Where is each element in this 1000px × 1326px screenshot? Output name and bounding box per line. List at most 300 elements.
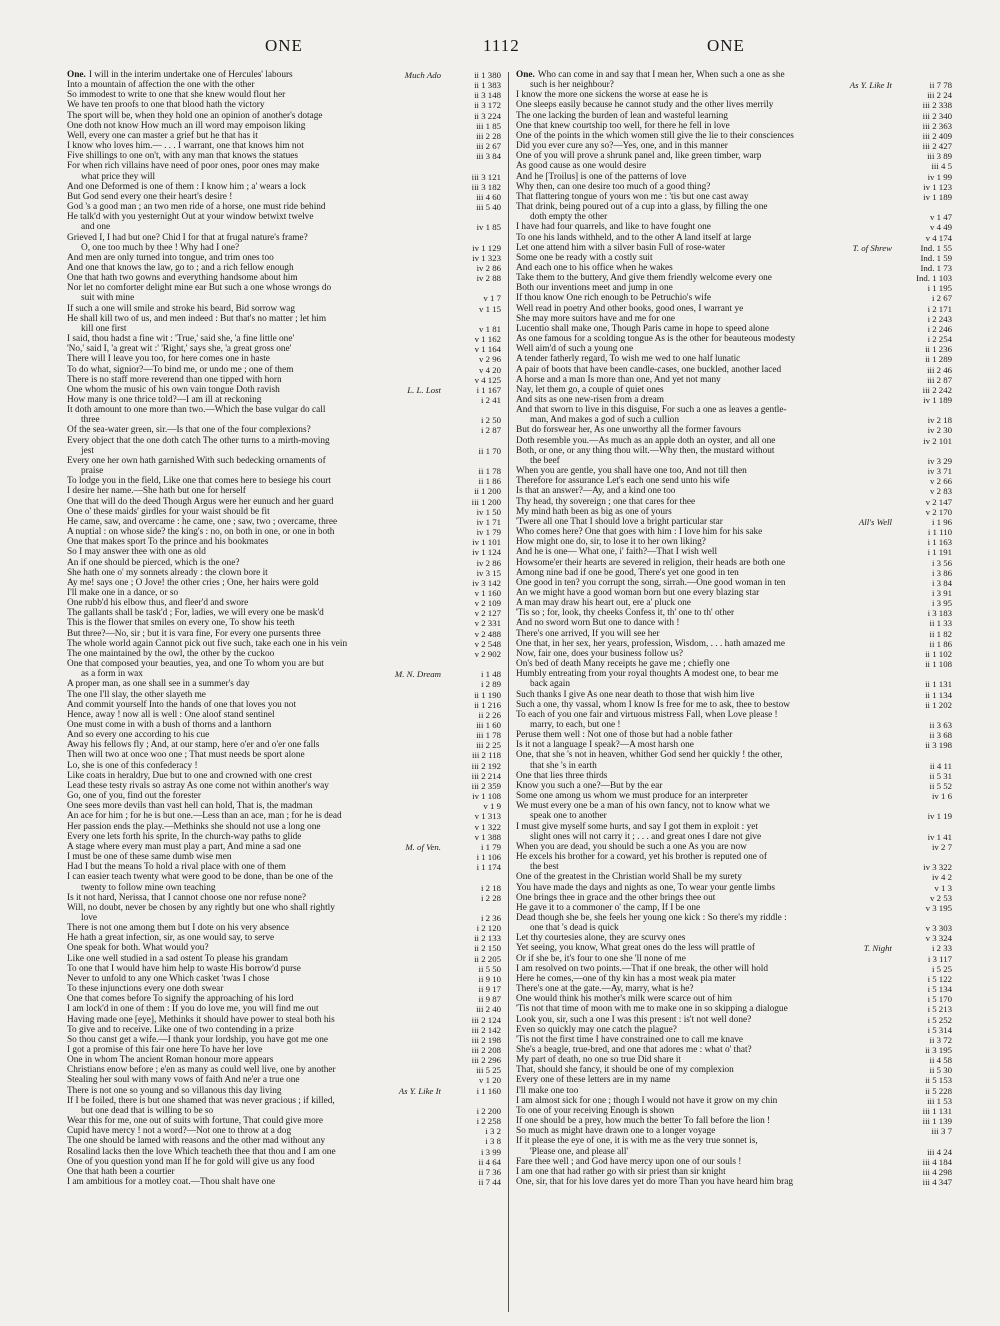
quotation-text: One must come in with a bush of thorns and a lanthorn [67, 720, 272, 730]
reference-numbers: iii 4 60 [476, 191, 501, 202]
reference-numbers: ii 3 72 [929, 1034, 952, 1045]
act-scene-line-reference [443, 354, 501, 364]
concordance-line [516, 192, 952, 202]
reference-numbers: ii 3 224 [474, 110, 501, 121]
concordance-line [67, 984, 501, 994]
reference-numbers: i 2 246 [927, 323, 952, 334]
reference-numbers: i 2 18 [480, 882, 501, 893]
concordance-line [67, 862, 501, 872]
act-scene-line-reference [894, 1096, 952, 1106]
quotation-text: Stealing her soul with many vows of faith And ne'er a true one [67, 1075, 300, 1086]
concordance-line [67, 121, 501, 131]
act-scene-line-reference [894, 964, 952, 974]
act-scene-line-reference [894, 730, 952, 740]
act-scene-line-reference [894, 720, 952, 730]
act-scene-line-reference [443, 446, 501, 456]
concordance-line [67, 425, 501, 435]
concordance-line [516, 314, 952, 324]
reference-numbers: iii 1 53 [927, 1095, 952, 1106]
act-scene-line-reference [443, 781, 501, 791]
act-scene-line-reference [443, 304, 501, 314]
concordance-line [516, 446, 952, 456]
reference-numbers: i 5 252 [927, 1014, 952, 1025]
reference-numbers: i 2 89 [480, 679, 501, 690]
quotation-text: Why then, can one desire too much of a good thing? [516, 181, 711, 192]
quotation-text: Every one her own hath garnished With such bedecking ornaments of [67, 455, 326, 466]
concordance-line [516, 212, 952, 222]
quotation-text: One that, in her sex, her years, profession, Wisdom, . . . hath amazed me [516, 638, 785, 649]
concordance-line [67, 1055, 501, 1065]
act-scene-line-reference [443, 80, 501, 90]
quotation-text: Dead though she be, she feels her young one kick : So there's my riddle : [516, 912, 787, 923]
play-title: As Y. Like It [398, 1085, 441, 1096]
quotation-text: The one lacking the burden of lean and wasteful learning [516, 110, 728, 121]
act-scene-line-reference [894, 263, 952, 273]
quotation-text: Go, one of you, find out the forester [67, 791, 201, 802]
reference-numbers: iv 1 108 [472, 791, 501, 802]
concordance-line [516, 121, 952, 131]
quotation-text: Fare thee well ; and God have mercy upon one of our souls ! [516, 1156, 742, 1167]
act-scene-line-reference [894, 547, 952, 557]
concordance-line [516, 263, 952, 273]
act-scene-line-reference [443, 923, 501, 933]
reference-numbers: v 1 388 [474, 831, 501, 842]
reference-numbers: i 1 48 [480, 669, 501, 680]
concordance-line [516, 141, 952, 151]
act-scene-line-reference [443, 324, 501, 334]
concordance-line [67, 832, 501, 842]
reference-numbers: i 1 191 [927, 547, 952, 558]
concordance-line [67, 923, 501, 933]
quotation-text: An ace for him ; for he is but one.—Less than an ace, man ; for he is dead [67, 811, 342, 822]
reference-numbers: i 2 33 [931, 943, 952, 954]
concordance-line [67, 649, 501, 659]
concordance-line [516, 1065, 952, 1075]
reference-numbers: i 2 36 [480, 912, 501, 923]
act-scene-line-reference [443, 111, 501, 121]
act-scene-line-reference [443, 893, 501, 903]
act-scene-line-reference [894, 314, 952, 324]
act-scene-line-reference [443, 273, 501, 283]
reference-numbers: i 1 79 [480, 841, 501, 852]
reference-numbers: ii 4 11 [929, 760, 952, 771]
reference-numbers: iv 1 50 [476, 506, 501, 517]
concordance-line [67, 212, 501, 222]
concordance-line [516, 1045, 952, 1055]
quotation-text: He came, saw, and overcame : he came, one ; saw, two ; overcame, three [67, 516, 338, 527]
quotation-text: Wear this for me, one out of suits with fortune, That could give more [67, 1116, 323, 1127]
play-title: T. Night [863, 943, 892, 954]
act-scene-line-reference [894, 974, 952, 984]
reference-numbers: ii 3 172 [474, 100, 501, 111]
concordance-line [67, 151, 501, 161]
reference-numbers: iii 2 40 [476, 1004, 501, 1015]
act-scene-line-reference [894, 415, 952, 425]
act-scene-line-reference [894, 466, 952, 476]
concordance-line [67, 872, 501, 882]
concordance-line [67, 1136, 501, 1146]
concordance-line [67, 547, 501, 557]
quotation-text: And so every one according to his cue [67, 730, 210, 741]
quotation-text: that she 's in earth [530, 760, 597, 771]
quotation-text: This is the flower that smiles on every one, To show his teeth [67, 618, 295, 629]
act-scene-line-reference [443, 1157, 501, 1167]
quotation-text: An we might have a good woman born but one every blazing star [516, 587, 760, 598]
reference-numbers: iii 5 25 [476, 1065, 501, 1076]
concordance-line [67, 1157, 501, 1167]
reference-numbers: i 2 243 [927, 313, 952, 324]
reference-numbers: Ind. 1 59 [920, 252, 952, 263]
act-scene-line-reference [443, 395, 501, 405]
quotation-text: If I be foiled, there is but one shamed that was never gracious ; if killed, [67, 1095, 335, 1106]
concordance-line [67, 618, 501, 628]
concordance-line [67, 669, 501, 679]
quotation-text: So immodest to write to one that she knew would flout her [67, 90, 286, 101]
quotation-text: That, should she fancy, it should be one of my complexion [516, 1065, 734, 1076]
concordance-line [516, 1177, 952, 1187]
quotation-text: To give and to receive. Like one of two contending in a prize [67, 1024, 294, 1035]
act-scene-line-reference [894, 1045, 952, 1055]
quotation-text: Lead these testy rivals so astray As one come not within another's way [67, 780, 329, 791]
reference-numbers: v 1 3 [934, 882, 952, 893]
reference-numbers: iii 1 131 [922, 1105, 952, 1116]
reference-numbers: i 1 106 [476, 852, 501, 863]
quotation-text: 'Please one, and please all' [530, 1146, 629, 1157]
concordance-line [516, 893, 952, 903]
concordance-line [516, 131, 952, 141]
quotation-text: Lucentio shall make one, Though Paris came in hope to speed alone [516, 323, 769, 334]
concordance-line [516, 486, 952, 496]
quotation-text: Well, every one can master a grief but he that has it [67, 130, 258, 141]
act-scene-line-reference [443, 852, 501, 862]
concordance-line [516, 903, 952, 913]
reference-numbers: iii 1 139 [922, 1116, 952, 1127]
reference-numbers: v 4 125 [474, 374, 501, 385]
concordance-line [67, 395, 501, 405]
reference-numbers: v 1 164 [474, 344, 501, 355]
reference-numbers: i 3 2 [485, 1126, 501, 1137]
reference-numbers: ii 4 58 [929, 1055, 952, 1066]
concordance-line [67, 304, 501, 314]
act-scene-line-reference [894, 476, 952, 486]
reference-numbers: iii 2 192 [471, 760, 501, 771]
reference-numbers: i 5 25 [931, 963, 952, 974]
quotation-text: One would think his mother's milk were scarce out of him [516, 994, 732, 1005]
reference-numbers: ii 1 216 [474, 699, 501, 710]
concordance-line [67, 710, 501, 720]
quotation-text: Know you such a one?—But by the ear [516, 780, 663, 791]
act-scene-line-reference [894, 842, 952, 852]
quotation-text: 'Twere all one That I should love a bright particular star [516, 516, 723, 527]
act-scene-line-reference [443, 558, 501, 568]
act-scene-line-reference [894, 771, 952, 781]
reference-numbers: iii 4 24 [927, 1146, 952, 1157]
reference-numbers: i 5 122 [927, 973, 952, 984]
act-scene-line-reference [894, 151, 952, 161]
reference-numbers: i 5 314 [927, 1024, 952, 1035]
quotation-text: One in whom The ancient Roman honour more appears [67, 1055, 274, 1066]
act-scene-line-reference [894, 283, 952, 293]
quotation-text: One good in ten? you corrupt the song, sirrah.—One good woman in ten [516, 577, 786, 588]
quotation-text: My mind hath been as big as one of yours [516, 506, 672, 517]
act-scene-line-reference [443, 497, 501, 507]
reference-numbers: iv 1 189 [923, 395, 952, 405]
quotation-text: Here he comes,—one of thy kin has a most weak pia mater [516, 973, 736, 984]
concordance-line [67, 100, 501, 110]
concordance-line [67, 334, 501, 344]
reference-numbers: i 2 200 [476, 1105, 501, 1116]
concordance-line [516, 730, 952, 740]
act-scene-line-reference [894, 700, 952, 710]
act-scene-line-reference [443, 1167, 501, 1177]
reference-numbers: ii 3 148 [474, 90, 501, 101]
concordance-line [67, 253, 501, 263]
concordance-line [67, 822, 501, 832]
act-scene-line-reference [894, 1167, 952, 1177]
concordance-line [67, 1065, 501, 1075]
quotation-text: One that composed your beauties, yea, and one To whom you are but [67, 659, 324, 670]
act-scene-line-reference [894, 385, 952, 395]
act-scene-line-reference [443, 192, 501, 202]
reference-numbers: v 2 548 [474, 638, 501, 649]
concordance-line [516, 304, 952, 314]
reference-numbers: iv 1 71 [476, 516, 501, 527]
quotation-text: She's a beagle, true-bred, and one that adores me : what o' that? [516, 1045, 752, 1055]
reference-numbers: v 4 49 [930, 222, 952, 233]
reference-numbers: v 2 96 [479, 354, 501, 365]
reference-numbers: i 1 110 [927, 527, 952, 538]
quotation-text: One brings thee in grace and the other brings thee out [516, 892, 716, 903]
quotation-text: Doth resemble you.—As much as an apple doth an oyster, and all one [516, 435, 776, 446]
reference-numbers: v 1 313 [474, 811, 501, 822]
concordance-line [67, 1126, 501, 1136]
act-scene-line-reference [894, 994, 952, 1004]
quotation-text: Peruse them well : Not one of those but had a noble father [516, 730, 733, 741]
act-scene-line-reference [443, 263, 501, 273]
concordance-line [516, 639, 952, 649]
act-scene-line-reference [894, 365, 952, 375]
quotation-text: Some one among us whom we must produce for an interpreter [516, 791, 748, 802]
quotation-text: Both, or one, or any thing thou wilt.—Why then, the mustard without [516, 445, 775, 456]
reference-numbers: v 2 109 [474, 598, 501, 609]
concordance-line [516, 253, 952, 263]
quotation-text: A man may draw his heart out, ere a' pluck one [516, 598, 691, 609]
quotation-text: man, And makes a god of such a cullion [530, 415, 679, 426]
act-scene-line-reference [443, 547, 501, 557]
right-column [516, 70, 952, 1310]
quotation-text: Who can come in and say that I mean her, When such a one as she [537, 70, 785, 80]
quotation-text: Every one lets forth his sprite, In the church-way paths to glide [67, 831, 302, 842]
reference-numbers: v 2 66 [930, 476, 952, 487]
act-scene-line-reference [894, 781, 952, 791]
play-title: L. L. Lost [407, 384, 441, 395]
act-scene-line-reference [894, 334, 952, 344]
concordance-line [516, 334, 952, 344]
quotation-text: Let one attend him with a silver basin Full of rose-water [516, 242, 726, 253]
concordance-line [516, 1075, 952, 1085]
act-scene-line-reference [894, 659, 952, 669]
act-scene-line-reference [443, 822, 501, 832]
reference-numbers: i 2 120 [476, 923, 501, 934]
concordance-line [516, 679, 952, 689]
reference-numbers: iii 4 184 [922, 1156, 952, 1167]
reference-numbers: iv 1 41 [927, 831, 952, 842]
concordance-line [516, 659, 952, 669]
concordance-line [67, 141, 501, 151]
quotation-text: It doth amount to one more than two.—Which the base vulgar do call [67, 405, 326, 416]
act-scene-line-reference [443, 243, 501, 253]
concordance-line [516, 111, 952, 121]
reference-numbers: i 2 171 [927, 303, 952, 314]
reference-numbers: i 2 28 [480, 892, 501, 903]
reference-numbers: ii 5 30 [929, 1065, 952, 1076]
concordance-line [516, 324, 952, 334]
quotation-text: He shall kill two of us, and men indeed : But that's no matter ; let him [67, 313, 327, 324]
reference-numbers: ii 9 17 [478, 984, 501, 995]
quotation-text: such is her neighbour? [530, 80, 614, 91]
act-scene-line-reference [443, 730, 501, 740]
concordance-line [67, 1004, 501, 1014]
act-scene-line-reference [443, 1035, 501, 1045]
quotation-text: To each of you one fair and virtuous mistress Fall, when Love please ! [516, 709, 778, 720]
quotation-text: Let thy courtesies alone, they are scurvy ones [516, 933, 686, 944]
concordance-line [67, 263, 501, 273]
quotation-text: The one I'll slay, the other slayeth me [67, 689, 206, 700]
quotation-text: One whom the music of his own vain tongue Doth ravish [67, 384, 280, 395]
act-scene-line-reference [858, 516, 952, 527]
quotation-text: One that will do the deed Though Argus were her eunuch and her guard [67, 496, 334, 507]
act-scene-line-reference [443, 344, 501, 354]
concordance-line [67, 720, 501, 730]
concordance-line [67, 893, 501, 903]
quotation-text: twenty to follow mine own teaching [81, 882, 216, 893]
quotation-text: speak one to another [530, 811, 607, 822]
act-scene-line-reference [443, 933, 501, 943]
quotation-text: praise [81, 466, 104, 477]
concordance-line [67, 324, 501, 334]
quotation-text: You have made the days and nights as one, To wear your gentle limbs [516, 882, 776, 893]
quotation-text: And he is one— What one, i' faith?—That I wish well [516, 547, 718, 558]
left-column [67, 70, 501, 1310]
quotation-text: Or if she be, it's four to one she 'll none of me [516, 953, 686, 964]
concordance-line [67, 486, 501, 496]
quotation-text: Grieved I, I had but one? Chid I for that at frugal nature's frame? [67, 232, 308, 243]
quotation-text: One sleeps easily because he cannot study and the other lives merrily [516, 100, 774, 111]
concordance-line [516, 1147, 952, 1157]
quotation-text: Hence, away ! now all is well : One aloof stand sentinel [67, 709, 275, 720]
act-scene-line-reference [443, 608, 501, 618]
concordance-line [516, 852, 952, 862]
concordance-line [67, 608, 501, 618]
concordance-line [67, 771, 501, 781]
reference-numbers: iv 1 19 [927, 811, 952, 822]
act-scene-line-reference [852, 242, 952, 253]
act-scene-line-reference [443, 202, 501, 212]
reference-numbers: ii 1 86 [478, 476, 501, 487]
act-scene-line-reference [894, 100, 952, 110]
reference-numbers: ii 2 26 [478, 709, 501, 720]
reference-numbers: iii 2 67 [476, 141, 501, 152]
quotation-text: And that sworn to live in this disguise, For such a one as leaves a gentle- [516, 405, 787, 416]
act-scene-line-reference [894, 984, 952, 994]
concordance-line [516, 598, 952, 608]
reference-numbers: i 5 134 [927, 984, 952, 995]
reference-numbers: iv 3 142 [472, 577, 501, 588]
concordance-line [516, 578, 952, 588]
quotation-text: I said, thou hadst a fine wit : 'True,' said she, 'a fine little one' [67, 334, 295, 345]
concordance-line [67, 994, 501, 1004]
quotation-text: A pair of boots that have been candle-cases, one buckled, another laced [516, 364, 782, 375]
quotation-text: I desire her name.—She hath but one for herself [67, 486, 246, 497]
act-scene-line-reference [894, 1177, 952, 1187]
act-scene-line-reference [894, 395, 952, 405]
quotation-text: I have had four quarrels, and like to have fought one [516, 222, 711, 233]
act-scene-line-reference [894, 740, 952, 750]
quotation-text: Is it not a language I speak?—A most harsh one [516, 740, 694, 751]
quotation-text: Five shillings to one on't, with any man that knows the statues [67, 151, 298, 162]
act-scene-line-reference [443, 1147, 501, 1157]
concordance-line [67, 750, 501, 760]
concordance-line [67, 1025, 501, 1035]
quotation-text: Well read in poetry And other books, good ones, I warrant ye [516, 303, 744, 314]
concordance-line [516, 649, 952, 659]
quotation-text: Into a mountain of affection the one with the other [67, 80, 255, 91]
quotation-text: Ay me! says one ; O Jove! the other cries ; One, her hairs were gold [67, 577, 319, 588]
act-scene-line-reference [443, 476, 501, 486]
concordance-line [516, 1157, 952, 1167]
concordance-line [516, 415, 952, 425]
act-scene-line-reference [443, 415, 501, 425]
quotation-text: He talk'd with you yesternight Out at your window betwixt twelve [67, 212, 314, 223]
quotation-text: Did you ever cure any so?—Yes, one, and in this manner [516, 141, 728, 152]
act-scene-line-reference [443, 1025, 501, 1035]
reference-numbers: v 1 9 [483, 801, 501, 812]
reference-numbers: i 1 160 [476, 1085, 501, 1096]
concordance-line [67, 537, 501, 547]
reference-numbers: iii 2 87 [927, 374, 952, 385]
concordance-line [516, 1055, 952, 1065]
quotation-text: Nor let no comforter delight mine ear But such a one whose wrongs do [67, 283, 332, 294]
concordance-line [67, 293, 501, 303]
reference-numbers: v 1 322 [474, 821, 501, 832]
reference-numbers: i 1 174 [476, 862, 501, 873]
reference-numbers: iv 2 101 [923, 435, 952, 446]
quotation-text: And each one to his office when he wakes [516, 262, 673, 273]
act-scene-line-reference [443, 334, 501, 344]
quotation-text: I'll make one too [516, 1085, 579, 1096]
reference-numbers: ii 1 131 [925, 679, 952, 690]
concordance-line [67, 385, 501, 395]
concordance-line [516, 669, 952, 679]
quotation-text: I am resolved on two points.—That if one break, the other will hold [516, 963, 768, 974]
reference-numbers: v 2 331 [474, 618, 501, 629]
reference-numbers: i 3 91 [931, 587, 952, 598]
reference-numbers: ii 9 87 [478, 994, 501, 1005]
quotation-text: 'No,' said I, 'a great wit :' 'Right,' says she, 'a great gross one' [67, 344, 292, 355]
concordance-line [516, 883, 952, 893]
concordance-line [67, 222, 501, 232]
concordance-line [516, 365, 952, 375]
play-title: M. N. Dream [394, 669, 441, 680]
concordance-line [67, 943, 501, 953]
page-header [0, 36, 1000, 66]
act-scene-line-reference [443, 811, 501, 821]
concordance-line [67, 588, 501, 598]
concordance-line [516, 283, 952, 293]
reference-numbers: v 4 20 [479, 364, 501, 375]
quotation-text: one that 's dead is quick [530, 923, 619, 934]
concordance-line [516, 1025, 952, 1035]
